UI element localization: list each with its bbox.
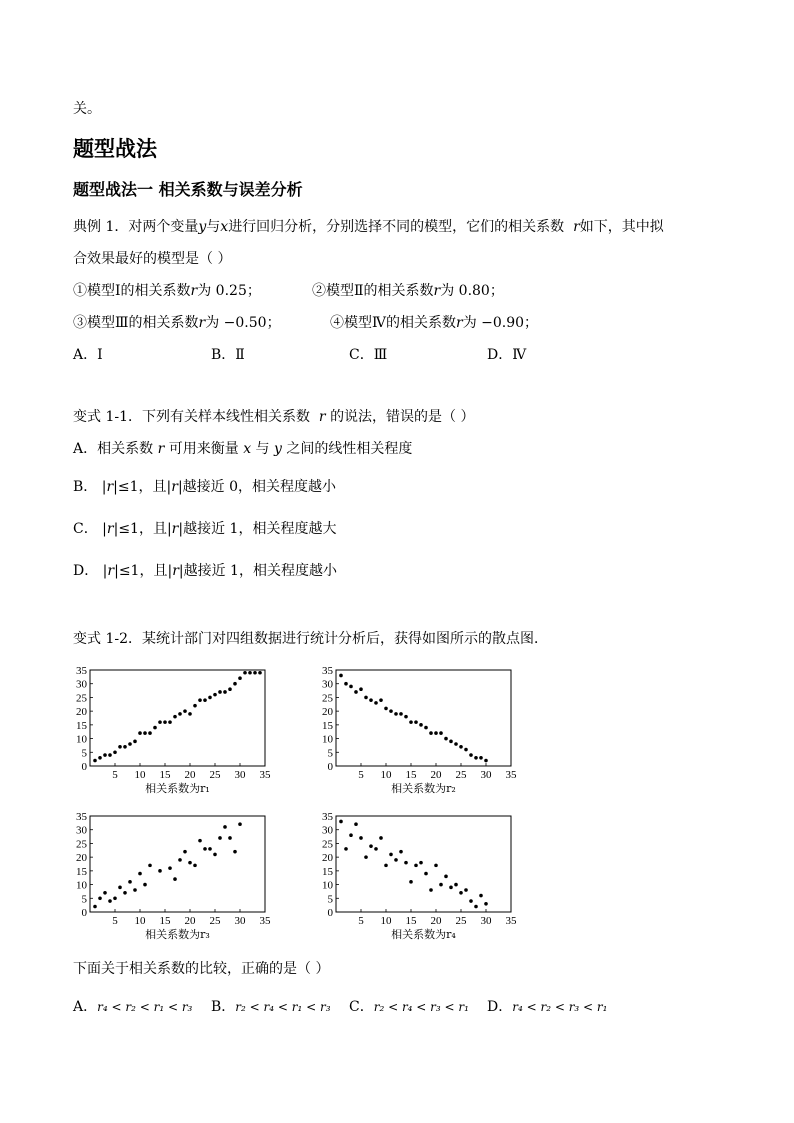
example1-option-c[interactable]: C．Ⅲ [349, 347, 388, 363]
option-label: D． [487, 999, 513, 1015]
var-r: r [106, 521, 114, 537]
y-tick-label: 20 [322, 852, 333, 865]
scatter-svg-r1 [60, 664, 280, 800]
scatter-point [168, 866, 172, 870]
scatter-plot-r2 [306, 664, 526, 800]
option-text: 越接近 0，相关程度越小 [182, 479, 337, 495]
scatter-point [424, 726, 428, 730]
scatter-point [379, 698, 383, 702]
y-tick-label: 35 [322, 811, 333, 823]
scatter-point [484, 759, 488, 763]
scatter-point [339, 820, 343, 824]
x-tick-label: 20 [430, 769, 442, 781]
scatter-point [143, 731, 147, 735]
scatter-point [223, 825, 227, 829]
var-r: r [172, 563, 179, 579]
y-tick-label: 15 [76, 719, 87, 732]
model-item-3 [73, 314, 281, 332]
x-tick-label: 10 [380, 769, 392, 781]
option-label: B． [73, 479, 98, 495]
variant12-option-c[interactable] [349, 998, 469, 1016]
x-tick-label: 5 [112, 915, 118, 927]
scatter-point [203, 698, 207, 702]
plot-axes [76, 665, 271, 781]
var-r: r [573, 219, 580, 235]
scatter-point [133, 888, 137, 892]
scatter-point [213, 693, 217, 697]
scatter-point [404, 861, 408, 865]
scatter-point [449, 886, 453, 890]
scatter-point [258, 671, 262, 675]
scatter-point [228, 687, 232, 691]
scatter-point [218, 690, 222, 694]
x-tick-label: 25 [455, 769, 467, 781]
model-label: ③模型Ⅲ的相关系数 [73, 315, 199, 331]
y-tick-label: 10 [322, 879, 333, 892]
option-expr: r₄ < r₂ < r₃ < r₁ [512, 1000, 608, 1014]
model-item-2 [312, 282, 504, 300]
scatter-point [123, 745, 127, 749]
x-tick-label: 25 [209, 915, 221, 927]
y-tick-label: 25 [322, 838, 333, 851]
scatter-point [183, 709, 187, 713]
scatter-point [419, 723, 423, 727]
model-value: 为 0.80； [440, 283, 504, 299]
var-r: r [157, 441, 165, 457]
scatter-point [128, 742, 132, 746]
variant11-option-c[interactable]: C． |r|≤1，且|r|越接近 1，相关程度越大 [73, 521, 337, 537]
scatter-point [374, 847, 378, 851]
variant11-stem-part: 变式 1-1．下列有关样本线性相关系数 [73, 409, 310, 425]
var-y: y [198, 219, 207, 235]
option-text: ≤1，且 [117, 479, 167, 495]
x-tick-label: 30 [480, 769, 492, 781]
scatter-point [138, 731, 142, 735]
y-tick-label: 30 [76, 678, 87, 691]
scatter-point [364, 855, 368, 859]
variant12-stem: 变式 1-2．某统计部门对四组数据进行统计分析后，获得如图所示的散点图． [73, 631, 548, 647]
x-tick-label: 10 [134, 769, 146, 781]
scatter-point [364, 696, 368, 700]
scatter-point [424, 872, 428, 876]
x-tick-label: 30 [480, 915, 492, 927]
y-tick-label: 30 [322, 824, 333, 837]
scatter-point [474, 756, 478, 760]
y-tick-label: 5 [81, 893, 87, 906]
example1-stem-part: 进行回归分析，分别选择不同的模型，它们的相关系数 [228, 219, 565, 235]
scatter-point [118, 886, 122, 890]
example1-stem-part: 与 [206, 219, 221, 235]
scatter-plot-r4 [306, 810, 526, 946]
plot-frame [336, 670, 511, 766]
x-tick-label: 10 [380, 915, 392, 927]
scatter-point [223, 690, 227, 694]
scatter-point [464, 888, 468, 892]
y-tick-label: 0 [327, 761, 333, 773]
option-expr: r₂ < r₄ < r₁ < r₃ [235, 1000, 331, 1014]
option-text: 与 [255, 441, 270, 457]
scatter-point [93, 759, 97, 763]
model-label: ①模型Ⅰ的相关系数 [73, 283, 191, 299]
scatter-point [359, 687, 363, 691]
option-text: 可用来衡量 [168, 441, 239, 457]
variant11-option-a[interactable] [73, 440, 412, 458]
y-tick-label: 5 [327, 747, 333, 760]
var-r: r [171, 479, 178, 495]
scatter-point [208, 696, 212, 700]
scatter-point [369, 698, 373, 702]
model-label: ④模型Ⅳ的相关系数 [330, 315, 456, 331]
variant11-option-d[interactable]: D． |r|≤1，且|r|越接近 1，相关程度越小 [73, 563, 337, 579]
scatter-point [449, 740, 453, 744]
y-tick-label: 20 [76, 706, 87, 719]
variant11-stem-part: 的说法，错误的是（ ） [330, 409, 475, 425]
scatter-point [459, 745, 463, 749]
scatter-point [243, 671, 247, 675]
scatter-point [113, 896, 117, 900]
model-item-4 [330, 314, 538, 332]
scatter-point [484, 902, 488, 906]
var-r: r [106, 479, 114, 495]
plot-axes [76, 811, 271, 927]
option-label: A． [73, 999, 98, 1015]
scatter-point [464, 748, 468, 752]
scatter-point [369, 844, 373, 848]
scatter-point [394, 858, 398, 862]
scatter-point [148, 864, 152, 868]
x-tick-label: 30 [234, 769, 246, 781]
y-tick-label: 5 [81, 747, 87, 760]
example1-stem-line2: 合效果最好的模型是（ ） [73, 251, 232, 267]
x-tick-label: 15 [159, 915, 171, 927]
var-x: x [243, 441, 252, 457]
subsection-title: 题型战法一 相关系数与误差分析 [73, 180, 303, 199]
scatter-point [173, 877, 177, 881]
plot-frame [336, 816, 511, 912]
x-tick-label: 15 [159, 769, 171, 781]
scatter-point [374, 701, 378, 705]
scatter-point [168, 720, 172, 724]
example1-stem-part: 典例 1．对两个变量 [73, 219, 199, 235]
option-text: 越接近 1，相关程度越小 [183, 563, 337, 579]
scatter-point [198, 698, 202, 702]
option-label: C． [73, 521, 98, 537]
variant11-option-b[interactable]: B． |r|≤1，且|r|越接近 0，相关程度越小 [73, 479, 337, 495]
option-label: C． [349, 999, 374, 1015]
scatter-point [399, 712, 403, 716]
variant11-stem [73, 408, 475, 426]
model-value: 为 0.25； [197, 283, 261, 299]
scatter-point [93, 905, 97, 909]
plot-caption: 相关系数为r₄ [391, 928, 456, 941]
scatter-point [379, 836, 383, 840]
scatter-point [98, 756, 102, 760]
scatter-point [108, 753, 112, 757]
example1-option-a[interactable]: A．Ⅰ [73, 347, 103, 363]
scatter-point [103, 753, 107, 757]
scatter-point [103, 891, 107, 895]
section-title: 题型战法 [73, 137, 157, 161]
x-tick-label: 35 [259, 915, 271, 927]
y-tick-label: 30 [322, 678, 333, 691]
option-text: ≤1，且 [118, 563, 168, 579]
scatter-point [399, 850, 403, 854]
scatter-point [158, 869, 162, 873]
y-tick-label: 35 [76, 811, 87, 823]
scatter-point [198, 839, 202, 843]
scatter-point [479, 756, 483, 760]
scatter-point [439, 883, 443, 887]
y-tick-label: 25 [76, 838, 87, 851]
option-text: 越接近 1，相关程度越大 [183, 521, 337, 537]
var-r: r [171, 521, 179, 537]
x-tick-label: 15 [405, 915, 417, 927]
y-tick-label: 15 [322, 865, 333, 878]
scatter-point [238, 822, 242, 826]
option-label: B． [211, 999, 236, 1015]
scatter-point [459, 891, 463, 895]
scatter-point [359, 836, 363, 840]
y-tick-label: 35 [322, 665, 333, 677]
x-tick-label: 35 [505, 915, 517, 927]
option-text: ≤1，且 [118, 521, 167, 537]
scatter-point [183, 850, 187, 854]
y-tick-label: 0 [327, 907, 333, 919]
scatter-point [409, 880, 413, 884]
x-tick-label: 20 [430, 915, 442, 927]
plot-axes [322, 811, 517, 927]
var-y: y [274, 441, 282, 457]
scatter-point [469, 753, 473, 757]
scatter-point [233, 682, 237, 686]
option-expr: r₄ < r₂ < r₁ < r₃ [97, 1000, 193, 1014]
model-value: 为 −0.90； [462, 315, 539, 331]
scatter-point [349, 833, 353, 837]
scatter-point [148, 731, 152, 735]
scatter-point [138, 872, 142, 876]
x-tick-label: 25 [455, 915, 467, 927]
y-tick-label: 10 [76, 733, 87, 746]
scatter-point [389, 709, 393, 713]
scatter-point [163, 720, 167, 724]
scatter-point [178, 858, 182, 862]
y-tick-label: 20 [76, 852, 87, 865]
scatter-plot-r3 [60, 810, 280, 946]
scatter-point [193, 704, 197, 708]
scatter-point [394, 712, 398, 716]
y-tick-label: 25 [76, 692, 87, 705]
scatter-point [454, 742, 458, 746]
variant12-option-a[interactable] [73, 998, 192, 1016]
scatter-point [344, 682, 348, 686]
scatter-point [203, 847, 207, 851]
scatter-point [98, 896, 102, 900]
scatter-point [444, 875, 448, 879]
scatter-point [349, 685, 353, 689]
var-r: r [198, 315, 206, 331]
scatter-point [143, 883, 147, 887]
scatter-point [118, 745, 122, 749]
scatter-point [248, 671, 252, 675]
scatter-point [469, 899, 473, 903]
scatter-point [218, 836, 222, 840]
y-tick-label: 10 [322, 733, 333, 746]
scatter-svg-r3 [60, 810, 280, 946]
x-tick-label: 5 [358, 915, 364, 927]
scatter-point [188, 712, 192, 716]
variant12-option-d[interactable] [487, 998, 607, 1016]
scatter-point [409, 720, 413, 724]
model-label: ②模型Ⅱ的相关系数 [312, 283, 434, 299]
scatter-point [158, 720, 162, 724]
plot-caption: 相关系数为r₂ [391, 782, 456, 795]
scatter-point [173, 715, 177, 719]
scatter-point [414, 720, 418, 724]
y-tick-label: 35 [76, 665, 87, 677]
var-r: r [318, 409, 326, 425]
scatter-point [384, 707, 388, 711]
y-tick-label: 10 [76, 879, 87, 892]
plot-caption: 相关系数为r₁ [145, 782, 210, 795]
y-tick-label: 30 [76, 824, 87, 837]
y-tick-label: 0 [81, 907, 87, 919]
scatter-point [193, 864, 197, 868]
y-tick-label: 15 [76, 865, 87, 878]
option-text: A．相关系数 [73, 441, 154, 457]
plot-axes [322, 665, 517, 781]
y-tick-label: 20 [322, 706, 333, 719]
option-expr: r₂ < r₄ < r₃ < r₁ [373, 1000, 469, 1014]
x-tick-label: 35 [259, 769, 271, 781]
scatter-point [479, 894, 483, 898]
scatter-svg-r4 [306, 810, 526, 946]
scatter-point [108, 899, 112, 903]
example1-stem-line1 [73, 218, 664, 236]
example1-option-d[interactable]: D．Ⅳ [487, 347, 527, 363]
scatter-plot-r1 [60, 664, 280, 800]
option-text: 之间的线性相关程度 [286, 441, 413, 457]
y-tick-label: 15 [322, 719, 333, 732]
x-tick-label: 35 [505, 769, 517, 781]
scatter-point [354, 690, 358, 694]
scatter-point [213, 853, 217, 857]
scatter-point [429, 888, 433, 892]
scatter-point [434, 731, 438, 735]
scatter-point [384, 864, 388, 868]
model-value: 为 −0.50； [205, 315, 281, 331]
model-item-1 [73, 282, 261, 300]
x-tick-label: 20 [184, 915, 196, 927]
scatter-point [253, 671, 257, 675]
x-tick-label: 20 [184, 769, 196, 781]
x-tick-label: 5 [112, 769, 118, 781]
y-tick-label: 5 [327, 893, 333, 906]
scatter-point [419, 861, 423, 865]
x-tick-label: 25 [209, 769, 221, 781]
x-tick-label: 15 [405, 769, 417, 781]
scatter-point [354, 822, 358, 826]
scatter-point [188, 861, 192, 865]
scatter-point [434, 864, 438, 868]
scatter-point [228, 836, 232, 840]
scatter-point [474, 905, 478, 909]
option-label: D． [73, 563, 99, 579]
scatter-point [439, 731, 443, 735]
scatter-point [208, 847, 212, 851]
x-tick-label: 30 [234, 915, 246, 927]
y-tick-label: 0 [81, 761, 87, 773]
scatter-point [178, 712, 182, 716]
var-r: r [433, 283, 441, 299]
variant12-option-b[interactable] [211, 998, 331, 1016]
scatter-point [153, 726, 157, 730]
variant12-question: 下面关于相关系数的比较，正确的是（ ） [73, 961, 330, 977]
var-r: r [107, 563, 115, 579]
scatter-point [123, 891, 127, 895]
scatter-point [444, 737, 448, 741]
lead-text: 关。 [73, 101, 101, 117]
scatter-point [454, 883, 458, 887]
scatter-point [113, 750, 117, 754]
y-tick-label: 25 [322, 692, 333, 705]
scatter-point [339, 674, 343, 678]
example1-stem-part: 如下，其中拟 [579, 219, 664, 235]
scatter-point [389, 853, 393, 857]
plot-caption: 相关系数为r₃ [145, 928, 210, 941]
scatter-point [133, 740, 137, 744]
scatter-svg-r2 [306, 664, 526, 800]
scatter-point [414, 864, 418, 868]
scatter-point [128, 880, 132, 884]
scatter-point [344, 847, 348, 851]
x-tick-label: 5 [358, 769, 364, 781]
var-r: r [456, 315, 463, 331]
var-x: x [220, 219, 229, 235]
scatter-point [404, 715, 408, 719]
var-r: r [190, 283, 198, 299]
scatter-point [429, 731, 433, 735]
scatter-point [238, 676, 242, 680]
example1-option-b[interactable]: B．Ⅱ [211, 347, 245, 363]
x-tick-label: 10 [134, 915, 146, 927]
scatter-point [233, 850, 237, 854]
